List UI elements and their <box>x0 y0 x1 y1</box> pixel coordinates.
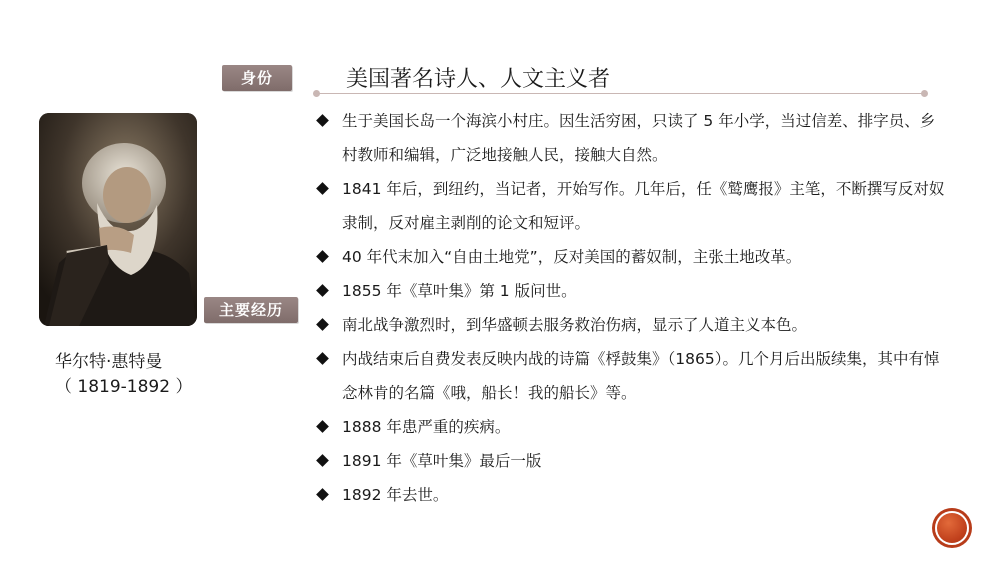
list-item: 1888 年患严重的疾病。 <box>316 410 946 444</box>
diamond-bullet-icon <box>316 352 329 365</box>
person-name: 华尔特·惠特曼 <box>55 352 163 372</box>
identity-heading: 美国著名诗人、人文主义者 <box>346 67 611 92</box>
diamond-bullet-icon <box>316 454 329 467</box>
list-item: 1841 年后，到纽约，当记者，开始写作。几年后，任《鹫鹰报》主笔，不断撰写反对奴隶制，反对雇主剥削的论文和短评。 <box>316 172 946 240</box>
portrait-caption <box>55 350 192 400</box>
portrait-illustration <box>39 113 197 326</box>
list-item: 40 年代末加入“自由土地党”，反对美国的蓄奴制，主张土地改革。 <box>316 240 946 274</box>
list-item: 1855 年《草叶集》第 1 版问世。 <box>316 274 946 308</box>
diamond-bullet-icon <box>316 182 329 195</box>
diamond-bullet-icon <box>316 114 329 127</box>
experience-list <box>316 104 946 512</box>
list-item: 1892 年去世。 <box>316 478 946 512</box>
next-slide-button[interactable] <box>935 511 969 545</box>
list-item: 1891 年《草叶集》最后一版 <box>316 444 946 478</box>
diamond-bullet-icon <box>316 284 329 297</box>
list-item: 内战结束后自费发表反映内战的诗篇《桴鼓集》（1865）。几个月后出版续集，其中有悼念林肯的名篇《哦，船长！我的船长》等。 <box>316 342 946 410</box>
list-item: 生于美国长岛一个海滨小村庄。因生活穷困，只读了 5 年小学，当过信差、排字员、乡村教师和编辑，广泛地接触人民，接触大自然。 <box>316 104 946 172</box>
major-experience-tag: 主要经历 <box>204 297 298 323</box>
portrait-photo <box>39 113 197 326</box>
person-years: （ 1819-1892 ） <box>55 377 193 397</box>
diamond-bullet-icon <box>316 250 329 263</box>
identity-tag: 身份 <box>222 65 292 91</box>
list-item: 南北战争激烈时，到华盛顿去服务救治伤病，显示了人道主义本色。 <box>316 308 946 342</box>
diamond-bullet-icon <box>316 488 329 501</box>
diamond-bullet-icon <box>316 420 329 433</box>
heading-underline <box>318 93 923 94</box>
rule-dot-right <box>921 90 928 97</box>
diamond-bullet-icon <box>316 318 329 331</box>
